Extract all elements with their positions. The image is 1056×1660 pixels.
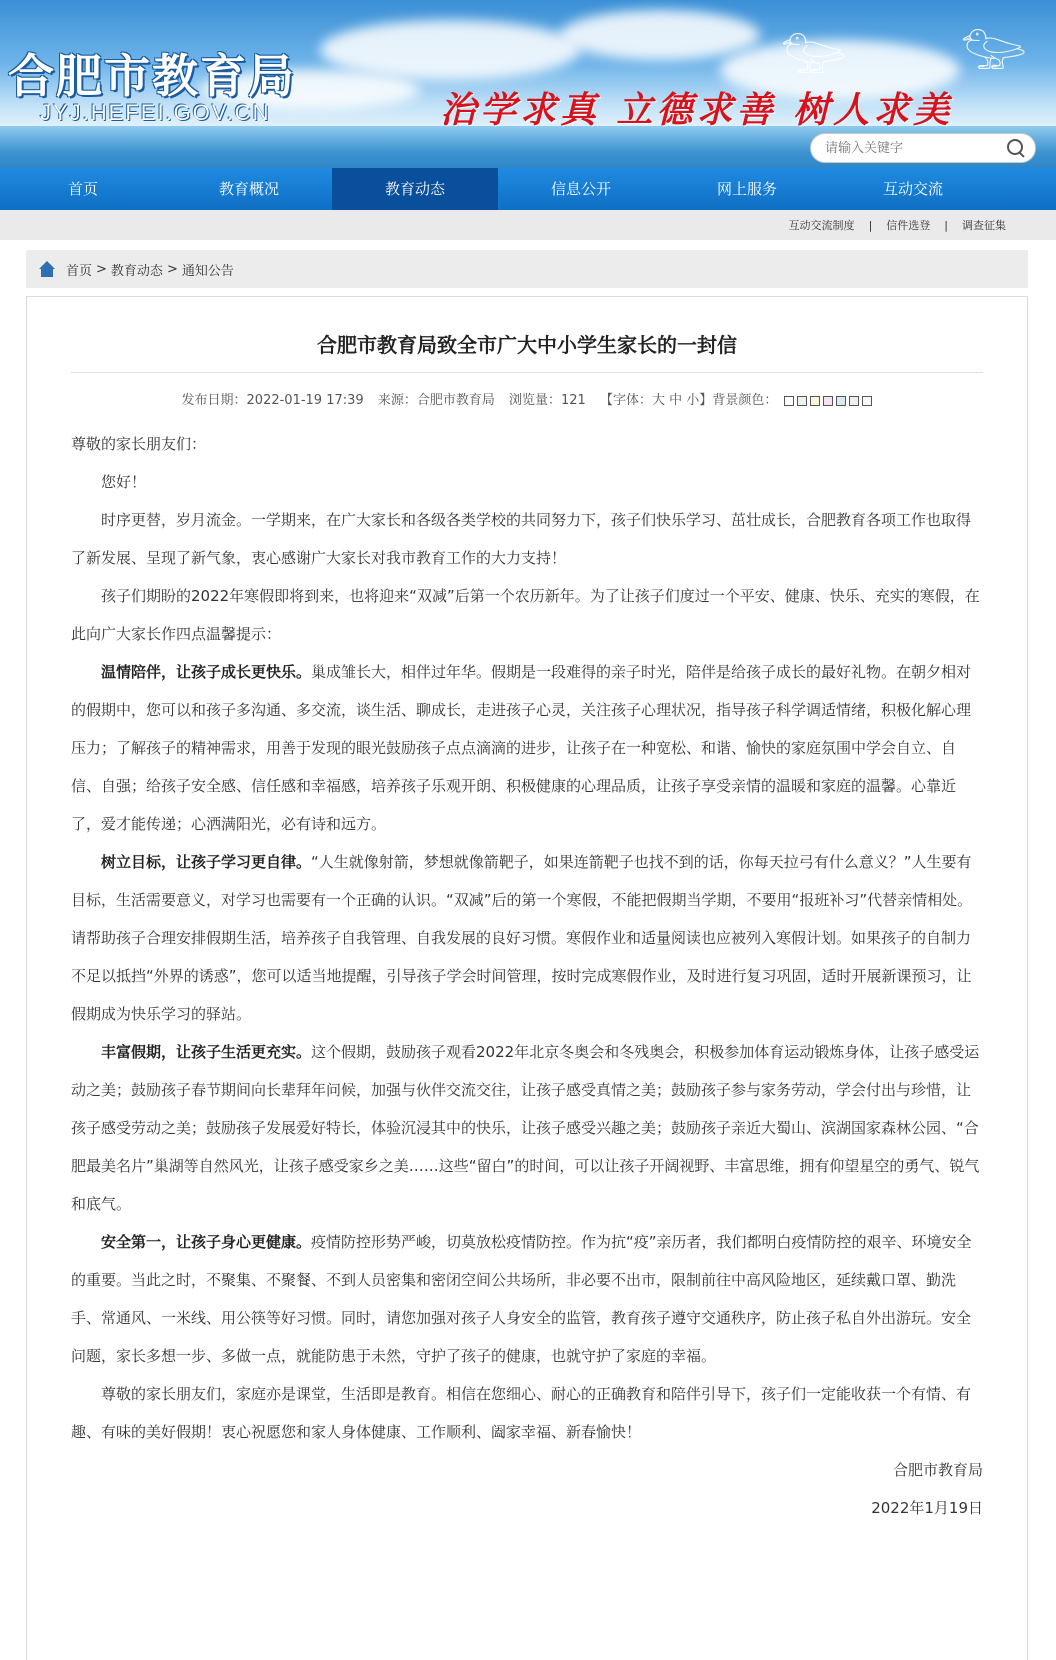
bg-color-swatch[interactable]: [849, 396, 859, 406]
site-banner: [0, 0, 1056, 168]
nav-item-news[interactable]: 教育动态: [332, 168, 498, 210]
view-count: 浏览量：121: [508, 393, 586, 408]
tip-text: 巢成雏长大，相伴过年华。假期是一段难得的亲子时光，陪伴是给孩子成长的最好礼物。在朝夕相对的假期中，您可以和孩子多沟通、多交流，谈生活、聊成长，走进孩子心灵，关注孩子心理状况，指导孩子科学调适情绪，积极化解心理压力；了解孩子的精神需求，用善于发现的眼光鼓励孩子点点滴滴的进步，让孩子在一种宽松、和谐、愉快的家庭氛围中学会自立、自信、自强；给孩子安全感、信任感和幸福感，培养孩子乐观开朗、积极健康的心理品质，让孩子享受亲情的温暖和家庭的温馨。心靠近了，爱才能传递；心洒满阳光，必有诗和远方。: [71, 663, 972, 833]
breadcrumb-separator: >: [166, 261, 178, 277]
sublink-letters[interactable]: 信件选登: [886, 219, 931, 232]
bg-color-swatch[interactable]: [797, 396, 807, 406]
bg-color-swatch[interactable]: [862, 396, 872, 406]
tip-heading: 温情陪伴，让孩子成长更快乐。: [101, 663, 312, 681]
article-title: 合肥市教育局致全市广大中小学生家长的一封信: [71, 297, 983, 373]
article-source: 来源：合肥市教育局: [377, 393, 495, 408]
article-meta: [71, 373, 983, 423]
breadcrumb-news[interactable]: 教育动态: [110, 263, 163, 279]
bg-color-swatch[interactable]: [810, 396, 820, 406]
breadcrumb-home[interactable]: 首页: [66, 263, 93, 279]
tip-text: “人生就像射箭，梦想就像箭靶子，如果连箭靶子也找不到的话，你每天拉弓有什么意义？”人生要有目标，生活需要意义，对学习也需要有一个正确的认识。“双减”后的第一个寒假，不能把假期当学期，不要用“报班补习”代替亲情相处。请帮助孩子合理安排假期生活，培养孩子自我管理、自我发展的良好习惯。寒假作业和适量阅读也应被列入寒假计划。如果孩子的自制力不足以抵挡“外界的诱惑”，您可以适当地提醒，引导孩子学会时间管理，按时完成寒假作业，及时进行复习巩固，适时开展新课预习，让假期成为快乐学习的驿站。: [71, 853, 973, 1023]
bg-color-label: 背景颜色：: [712, 393, 778, 408]
paragraph: [71, 1033, 983, 1223]
article-container: [26, 296, 1028, 1660]
cloud-decoration: [320, 20, 580, 80]
bg-color-picker: [781, 393, 872, 408]
search-box: [810, 133, 1036, 163]
greeting-hello: 您好！: [101, 473, 147, 491]
publish-date: 发布日期：2022-01-19 17:39: [181, 393, 364, 408]
nav-item-home[interactable]: 首页: [67, 180, 98, 198]
sublink-interaction-rules[interactable]: 互动交流制度: [788, 219, 855, 232]
font-size-close: 】: [699, 393, 713, 408]
swan-icon: 𓅰: [780, 22, 848, 87]
site-domain: JYJ.HEFEI.GOV.CN: [40, 100, 271, 125]
divider: |: [868, 218, 873, 232]
tip-heading: 安全第一，让孩子身心更健康。: [101, 1233, 312, 1251]
bg-color-swatch[interactable]: [784, 396, 794, 406]
paragraph: [71, 1223, 983, 1375]
article-body: [71, 423, 983, 1527]
font-size-medium[interactable]: 中: [669, 393, 683, 408]
search-icon[interactable]: [1005, 137, 1027, 159]
paragraph: 时序更替，岁月流金。一学期来，在广大家长和各级各类学校的共同努力下，孩子们快乐学习、茁壮成长，合肥教育各项工作也取得了新发展、呈现了新气象，衷心感谢广大家长对我市教育工作的大力支持！: [71, 511, 972, 567]
font-size-large[interactable]: 大: [651, 393, 665, 408]
site-slogan: 治学求真 立德求善 树人求美: [440, 89, 954, 131]
paragraph: [71, 653, 983, 843]
home-icon: [38, 261, 56, 277]
tip-text: 这个假期，鼓励孩子观看2022年北京冬奥会和冬残奥会，积极参加体育运动锻炼身体，让孩子感受运动之美；鼓励孩子春节期间向长辈拜年问候，加强与伙伴交流交往，让孩子感受真情之美；鼓励孩子参与家务劳动，学会付出与珍惜，让孩子感受劳动之美；鼓励孩子发展爱好特长，体验沉浸其中的快乐，让孩子感受兴趣之美；鼓励孩子亲近大蜀山、滨湖国家森林公园、“合肥最美名片”巢湖等自然风光，让孩子感受家乡之美……这些“留白”的时间，可以让孩子开阔视野、丰富思维，拥有仰望星空的勇气、锐气和底气。: [71, 1043, 980, 1213]
font-size-small[interactable]: 小: [686, 393, 700, 408]
sublink-survey[interactable]: 调查征集: [962, 219, 1006, 232]
tip-text: 疫情防控形势严峻，切莫放松疫情防控。作为抗“疫”亲历者，我们都明白疫情防控的艰辛、环境安全的重要。当此之时，不聚集、不聚餐、不到人员密集和密闭空间公共场所，非必要不出市，限制前往中高风险地区，延续戴口罩、勤洗手、常通风、一米线、用公筷等好习惯。同时，请您加强对孩子人身安全的监管，教育孩子遵守交通秩序，防止孩子私自外出游玩。安全问题，家长多想一步、多做一点，就能防患于未然，守护了孩子的健康，也就守护了家庭的幸福。: [71, 1233, 972, 1365]
nav-item-online-service[interactable]: 网上服务: [716, 180, 777, 198]
breadcrumb: [26, 250, 1028, 288]
cloud-decoration: [560, 10, 760, 60]
bg-color-swatch[interactable]: [836, 396, 846, 406]
main-nav: [0, 168, 1056, 210]
breadcrumb-separator: >: [96, 261, 107, 277]
tip-heading: 丰富假期，让孩子生活更充实。: [101, 1043, 312, 1061]
font-size-label: 【字体：: [599, 393, 652, 408]
divider: |: [944, 218, 948, 232]
paragraph: 孩子们期盼的2022年寒假即将到来，也将迎来“双减”后第一个农历新年。为了让孩子们度过一个平安、健康、快乐、充实的寒假，在此向广大家长作四点温馨提示：: [71, 587, 980, 643]
swan-icon: 𓅰: [960, 18, 1028, 83]
salutation: 尊敬的家长朋友们：: [71, 435, 207, 453]
nav-item-disclosure[interactable]: 信息公开: [550, 180, 611, 198]
breadcrumb-notices[interactable]: 通知公告: [181, 263, 234, 279]
paragraph: 尊敬的家长朋友们，家庭亦是课堂，生活即是教育。相信在您细心、耐心的正确教育和陪伴引导下，孩子们一定能收获一个有情、有趣、有味的美好假期！衷心祝愿您和家人身体健康、工作顺利、阖家幸福、新春愉快！: [71, 1385, 972, 1441]
bg-color-swatch[interactable]: [823, 396, 833, 406]
signature-org: 合肥市教育局: [892, 1461, 983, 1479]
search-input[interactable]: [825, 141, 1005, 156]
nav-item-overview[interactable]: 教育概况: [218, 180, 279, 198]
signature-date: 2022年1月19日: [871, 1499, 983, 1517]
tip-heading: 树立目标，让孩子学习更自律。: [101, 853, 312, 871]
sub-links-bar: [0, 210, 1056, 240]
site-logo[interactable]: 合肥市教育局: [8, 49, 296, 103]
paragraph: [71, 843, 983, 1033]
nav-item-interaction[interactable]: 互动交流: [882, 180, 943, 198]
